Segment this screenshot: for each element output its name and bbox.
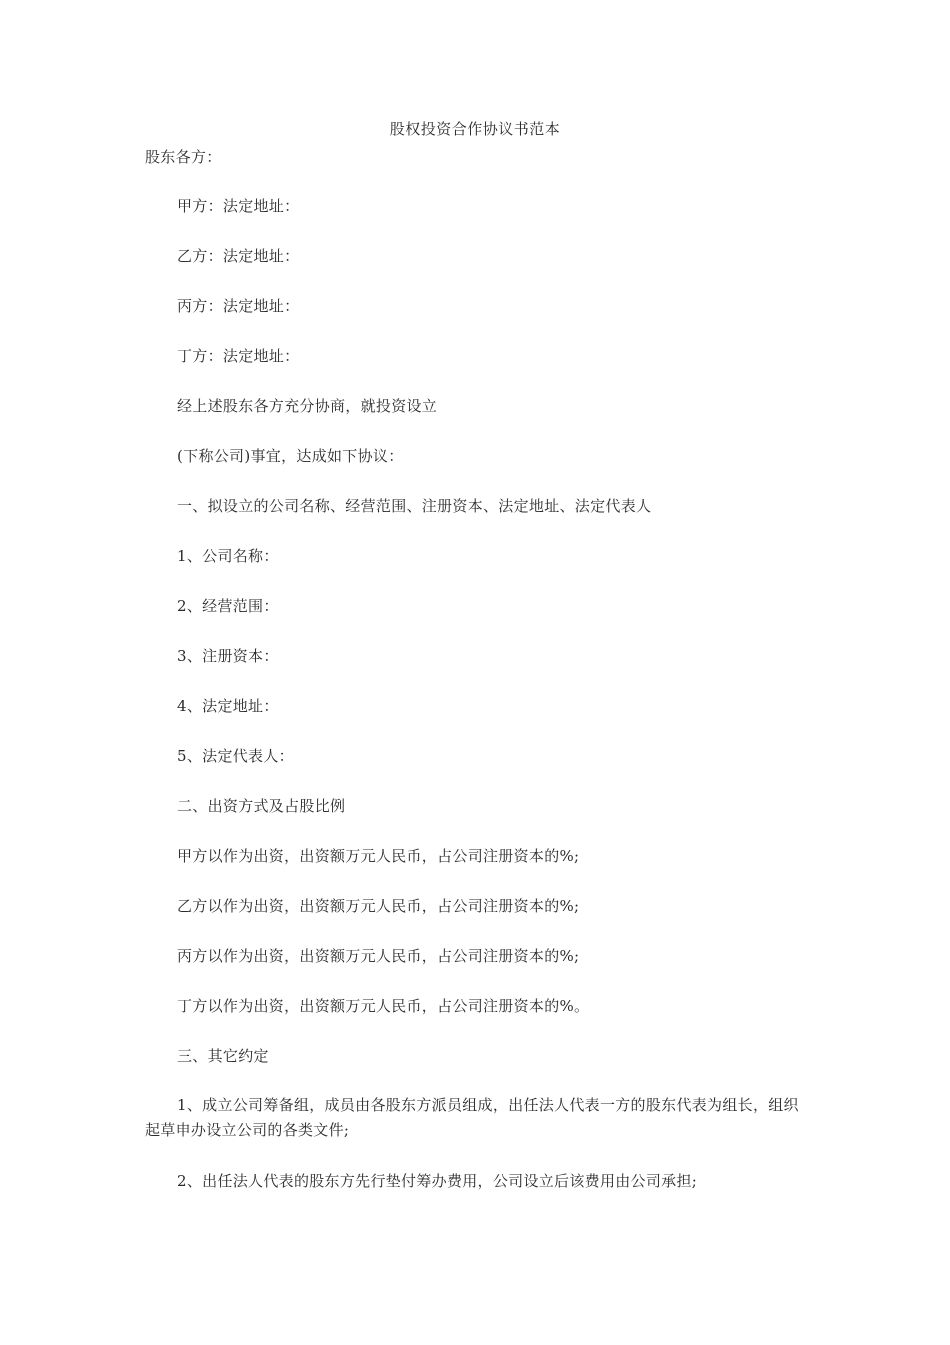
party-d-line: 丁方：法定地址： (177, 347, 300, 365)
intro-line-1: 经上述股东各方充分协商，就投资设立 (177, 397, 438, 415)
section-2-item-party-b: 乙方以作为出资，出资额万元人民币，占公司注册资本的%; (177, 897, 580, 915)
document-title: 股权投资合作协议书范本 (389, 120, 561, 138)
section-1-item-company-name: 1、公司名称： (177, 547, 279, 565)
section-2-item-party-c: 丙方以作为出资，出资额万元人民币，占公司注册资本的%; (177, 947, 580, 965)
section-1-item-registered-capital: 3、注册资本： (177, 647, 279, 665)
section-2-item-party-a: 甲方以作为出资，出资额万元人民币，占公司注册资本的%; (177, 847, 580, 865)
section-2-item-party-d: 丁方以作为出资，出资额万元人民币，占公司注册资本的%。 (177, 997, 590, 1015)
salutation: 股东各方： (145, 148, 222, 166)
party-a-line: 甲方：法定地址： (177, 197, 300, 215)
party-c-line: 丙方：法定地址： (177, 297, 300, 315)
section-1-item-business-scope: 2、经营范围： (177, 597, 279, 615)
section-3-item-2: 2、出任法人代表的股东方先行垫付筹办费用，公司设立后该费用由公司承担; (177, 1172, 698, 1190)
section-2-heading: 二、出资方式及占股比例 (177, 797, 346, 815)
intro-line-2: (下称公司)事宜，达成如下协议： (177, 447, 404, 465)
section-1-heading: 一、拟设立的公司名称、经营范围、注册资本、法定地址、法定代表人 (177, 497, 652, 515)
section-1-item-legal-representative: 5、法定代表人： (177, 747, 294, 765)
section-3-item-1: 1、成立公司筹备组，成员由各股东方派员组成，出任法人代表一方的股东代表为组长，组织起草申办设立公司的各类文件; (145, 1096, 799, 1139)
party-b-line: 乙方：法定地址： (177, 247, 300, 265)
section-3-heading: 三、其它约定 (177, 1047, 269, 1065)
section-1-item-legal-address: 4、法定地址： (177, 697, 279, 715)
